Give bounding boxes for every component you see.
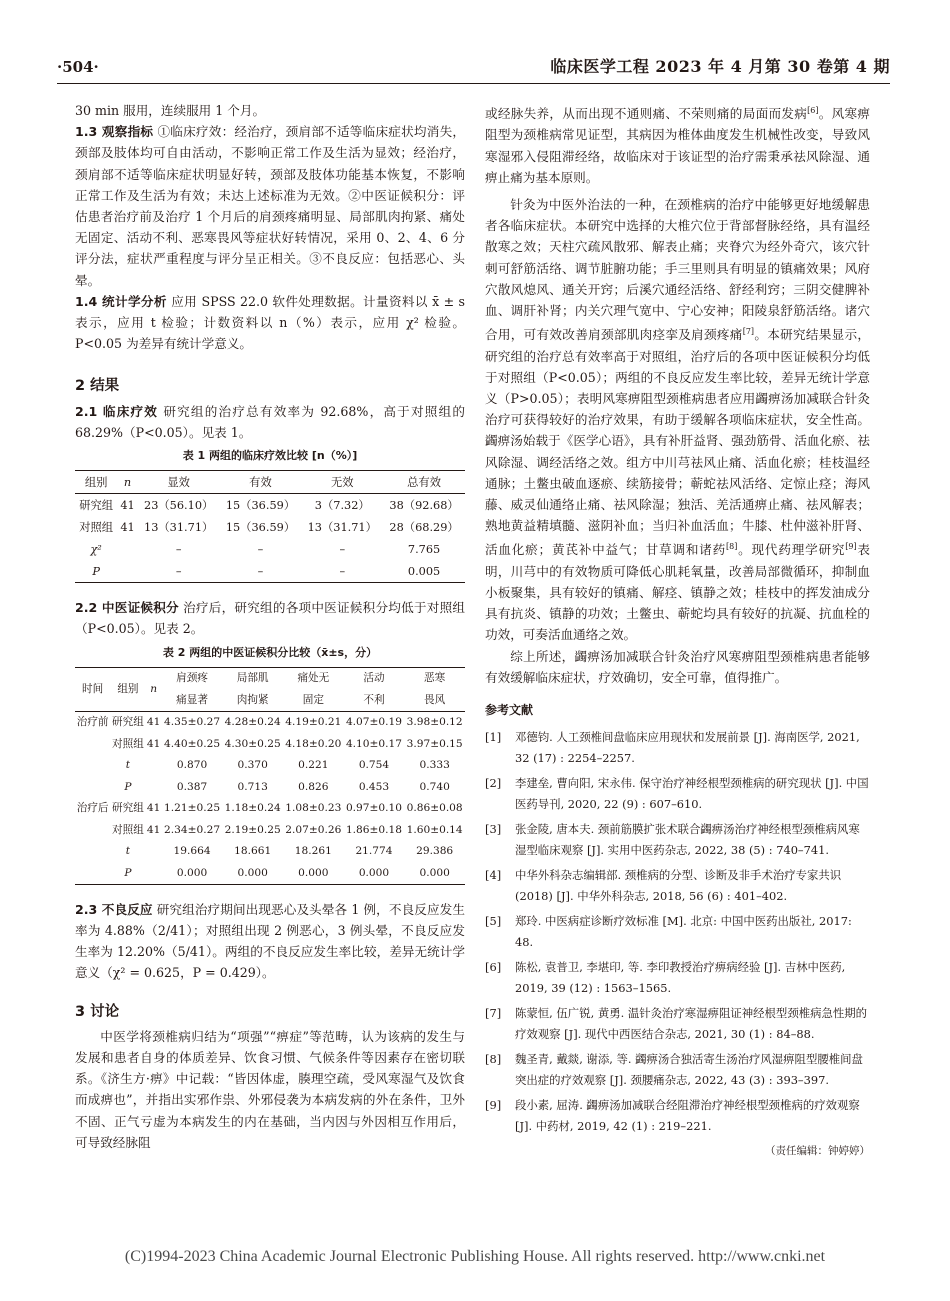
ref-text: 郑玲. 中医病症诊断疗效标准 [M]. 北京: 中国中医药出版社, 2017: 48. xyxy=(515,914,852,950)
t2-cell: 0.000 xyxy=(237,866,268,879)
t2-cell: 0.370 xyxy=(237,759,268,771)
t2-cell: 4.35±0.27 xyxy=(164,716,221,728)
citation: [6] xyxy=(807,106,819,115)
table-row xyxy=(75,516,465,538)
table-row xyxy=(75,819,465,841)
table-row xyxy=(75,560,465,583)
table-row xyxy=(75,798,465,820)
t2-head: 痛显著 xyxy=(176,693,208,706)
table-row xyxy=(75,733,465,755)
ref-text: 张金陵, 唐本夫. 颈前筋膜扩张术联合蠲痹汤治疗神经根型颈椎病风寒湿型临床观察 [J]. 实用中医药杂志, 2022, 38 (5) : 740–741. xyxy=(515,822,860,858)
t2-head: 肩颈疼 xyxy=(176,672,208,684)
table-row xyxy=(75,862,465,884)
reference-item xyxy=(485,819,870,861)
table-row xyxy=(75,494,465,517)
t1-cell: – xyxy=(339,542,346,556)
ref-text: 中华外科杂志编辑部. 颈椎病的分型、诊断及非手术治疗专家共识 (2018) [J]. 中华外科杂志, 2018, 56 (6) : 401–402. xyxy=(515,868,842,904)
t2-cell: 19.664 xyxy=(173,845,211,857)
t2-head: 痛处无 xyxy=(297,672,330,684)
t2-cell xyxy=(75,733,110,755)
section-2-3 xyxy=(75,899,465,984)
t2-cell: 3.97±0.15 xyxy=(406,737,463,750)
ref-number: [6] xyxy=(485,960,502,975)
ref-text: 李建垒, 曹向阳, 宋永伟. 保守治疗神经根型颈椎病的研究现状 [J]. 中国医药导刊, 2020, 22 (9) : 607–610. xyxy=(515,776,869,812)
t2-cell: 4.40±0.25 xyxy=(164,737,221,750)
table-1-caption: 表 1 两组的临床疗效比较 [n（%）] xyxy=(182,449,358,463)
t2-cell: 21.774 xyxy=(355,845,393,857)
para-r1 xyxy=(485,100,870,188)
t2-cell: 0.86±0.08 xyxy=(406,802,463,814)
journal-header: 临床医学工程 2023 年 4 月第 30 卷第 4 期 xyxy=(550,57,890,76)
para-discussion-1: 中医学将颈椎病归结为“项强”“痹症”等范畴，认为该病的发生与发展和患者自身的体质差异、饮食习惯、气候条件等因素存在密切联系。《济生方·痹》中记载：“皆因体虚，腠理空疏，受风寒湿气及饮食而成痹也”，并指出实邪作祟、外邪侵袭为本病发病的外在条件，卫外不固、正气亏虚为本病发生的内在基础，当内因与外因相互作用后，可导致经脉阻 xyxy=(75,1028,465,1150)
citation: [8] xyxy=(726,542,738,552)
t1-head: 显效 xyxy=(167,475,190,489)
t2-cell: P xyxy=(124,780,132,793)
t1-head: 有效 xyxy=(249,475,272,489)
t1-cell: 38（92.68） xyxy=(389,498,459,512)
t1-cell: 对照组 xyxy=(79,520,114,534)
table-row xyxy=(75,755,465,777)
reference-item xyxy=(485,1095,870,1137)
t2-cell: 0.713 xyxy=(237,780,268,793)
para-r3: 综上所述，蠲痹汤加减联合针灸治疗风寒痹阻型颈椎病患者能够有效缓解临床症状，疗效确切，安全可靠，值得推广。 xyxy=(485,648,870,685)
t2-cell: 2.07±0.26 xyxy=(285,823,342,836)
t2-cell: 0.826 xyxy=(298,780,329,793)
t2-cell: 4.10±0.17 xyxy=(345,737,402,750)
text-r1a: 或经脉失养，从而出现不通则痛、不荣则痛的局面而发病 xyxy=(485,106,808,122)
t1-cell: – xyxy=(175,542,182,556)
t2-cell: 41 xyxy=(146,737,161,750)
t2-cell: 0.000 xyxy=(298,866,329,879)
para-dosage: 30 min 服用，连续服用 1 个月。 xyxy=(75,103,266,118)
t2-cell: 0.333 xyxy=(419,759,450,771)
t2-head: 畏风 xyxy=(424,693,446,706)
left-column xyxy=(75,100,465,1153)
t1-cell: 13（31.71） xyxy=(144,520,214,534)
t2-cell: 18.661 xyxy=(234,845,272,857)
reference-item xyxy=(485,957,870,999)
table-row xyxy=(75,538,465,560)
t1-head: 无效 xyxy=(330,475,354,489)
citation: [7] xyxy=(742,327,755,337)
ref-text: 魏圣青, 戴燚, 谢添, 等. 蠲痹汤合独活寄生汤治疗风湿痹阻型腰椎间盘突出症的疗效观察 [J]. 颈腰痛杂志, 2022, 43 (3) : 393–397. xyxy=(515,1052,863,1088)
table-row xyxy=(75,711,465,733)
t1-cell xyxy=(117,538,138,560)
t2-cell xyxy=(146,755,162,777)
ref-number: [3] xyxy=(485,822,502,837)
header-rule xyxy=(57,83,890,84)
section-1-4 xyxy=(75,291,465,355)
reference-item xyxy=(485,727,870,769)
t2-cell: 1.18±0.24 xyxy=(224,802,281,814)
heading-1-3: 1.3 观察指标 xyxy=(75,124,154,140)
t2-head: 时间 xyxy=(75,667,110,711)
t1-head: 组别 xyxy=(84,475,108,489)
section-2-1 xyxy=(75,401,465,443)
t2-cell: 0.387 xyxy=(176,780,208,793)
t2-cell xyxy=(75,841,110,863)
ref-text: 陈蒙恒, 伍广锐, 黄勇. 温针灸治疗寒湿痹阻证神经根型颈椎病急性期的疗效观察 [J]. 现代中西医结合杂志, 2021, 30 (1) : 84–88. xyxy=(515,1006,868,1042)
t2-cell: 0.453 xyxy=(358,780,390,793)
heading-1-4: 1.4 统计学分析 xyxy=(75,293,167,309)
t2-cell: 0.97±0.10 xyxy=(345,802,402,814)
table-1 xyxy=(75,470,465,583)
t2-cell: 41 xyxy=(146,716,161,728)
t1-cell: 研究组 xyxy=(79,498,114,512)
t2-cell: 4.30±0.25 xyxy=(224,737,281,750)
ref-text: 段小素, 屈涛. 蠲痹汤加减联合经阻滞治疗神经根型颈椎病的疗效观察 [J]. 中药材, 2019, 42 (1) : 219–221. xyxy=(515,1098,860,1134)
t1-head: n xyxy=(123,475,132,489)
ref-number: [1] xyxy=(485,730,502,745)
heading-2-3: 2.3 不良反应 xyxy=(75,901,153,917)
t2-cell xyxy=(75,819,110,841)
t2-cell: 1.60±0.14 xyxy=(406,823,463,836)
table-1-header xyxy=(75,471,465,494)
text-2-2: 治疗后，研究组的各项中医证候积分均低于对照组（P<0.05）。见表 2。 xyxy=(75,600,465,637)
heading-discussion: 3 讨论 xyxy=(75,1003,120,1020)
t1-cell xyxy=(117,560,138,583)
t2-head: 局部肌 xyxy=(236,672,269,684)
ref-number: [7] xyxy=(485,1006,502,1021)
t2-cell: 29.386 xyxy=(416,845,454,857)
table-2-caption: 表 2 两组的中医证候积分比较（x̄±s，分） xyxy=(162,645,378,659)
heading-2-1: 2.1 临床疗效 xyxy=(75,403,159,419)
t2-cell xyxy=(75,755,110,777)
ref-number: [2] xyxy=(485,776,502,791)
t2-cell: t xyxy=(125,845,131,857)
reference-item xyxy=(485,773,870,815)
t2-head: 固定 xyxy=(302,693,324,706)
t2-cell: 4.18±0.20 xyxy=(285,737,342,750)
t2-head: 肉拘紧 xyxy=(236,693,269,706)
ref-number: [4] xyxy=(485,868,502,883)
t2-cell: 治疗后 xyxy=(76,802,109,814)
t1-cell: 28（68.29） xyxy=(389,520,459,534)
t1-cell: – xyxy=(339,564,346,578)
reference-item xyxy=(485,1049,870,1091)
t1-cell: P xyxy=(92,564,100,578)
t2-cell: 2.19±0.25 xyxy=(224,823,281,836)
t2-cell: 3.98±0.12 xyxy=(406,716,463,728)
citation: [9] xyxy=(845,542,857,552)
t1-cell: 15（36.59） xyxy=(225,520,296,534)
table-row xyxy=(75,776,465,798)
t2-cell: 41 xyxy=(146,823,161,836)
t2-cell: 0.754 xyxy=(358,759,390,771)
t2-cell xyxy=(75,862,110,884)
para-r2 xyxy=(485,194,870,646)
t2-cell: 研究组 xyxy=(112,802,144,814)
t2-cell: 研究组 xyxy=(112,716,144,728)
t1-cell: 41 xyxy=(120,498,135,512)
references-heading: 参考文献 xyxy=(485,703,534,718)
t2-cell xyxy=(146,862,162,884)
t2-cell: 0.221 xyxy=(298,759,329,771)
t2-cell: 18.261 xyxy=(294,845,332,857)
ref-number: [8] xyxy=(485,1052,502,1067)
section-1-3 xyxy=(75,121,465,291)
t2-cell: 1.86±0.18 xyxy=(345,823,402,836)
t2-cell: P xyxy=(124,866,132,879)
t1-cell: – xyxy=(175,564,182,578)
t2-cell: 0.000 xyxy=(176,866,208,879)
t1-cell: 23（56.10） xyxy=(144,498,214,512)
t2-head: 恶寒 xyxy=(424,672,446,684)
ref-text: 邓德钧. 人工颈椎间盘临床应用现状和发展前景 [J]. 海南医学, 2021, 32 (17) : 2254–2257. xyxy=(515,730,860,766)
t2-head: 不利 xyxy=(363,693,385,706)
t2-cell: 2.34±0.27 xyxy=(164,823,221,836)
t1-head: 总有效 xyxy=(407,475,442,489)
t1-cell: 13（31.71） xyxy=(307,520,377,534)
text-r2d: 表明，川芎中的有效物质可降低心肌耗氧量，改善局部微循环，抑制血小板聚集，具有较好的镇痛、解痉、镇静之效；桂枝中的挥发油成分具有抗炎、镇静的功效；土鳖虫、蕲蛇均具有较好的抗凝、抗血栓的功效，可奏活血通络之效。 xyxy=(485,542,871,643)
section-2-2 xyxy=(75,597,465,639)
t2-cell xyxy=(75,776,110,798)
heading-results: 2 结果 xyxy=(75,378,120,395)
t1-cell: χ² xyxy=(90,542,102,556)
t2-cell: 4.28±0.24 xyxy=(224,716,281,728)
t2-cell: 41 xyxy=(146,802,161,814)
table-row xyxy=(75,841,465,863)
text-r2b: 。本研究结果显示，研究组的治疗总有效率高于对照组，治疗后的各项中医证候积分均低于对照组（P<0.05）；两组的不良反应发生率比较，差异无统计学意义（P>0.05）；表明风寒痹阻型颈椎病患者应用蠲痹汤加减联合针灸治疗可获得较好的治疗效果，有助于缓解各项临床症状，安全性高。蠲痹汤始载于《医学心语》，具有补肝益肾、强劲筋骨、活血化瘀、祛风除湿、调经活络之效。组方中川芎祛风止痛、活血化瘀；桂枝温经通脉；土鳖虫破血逐瘀、续筋接骨；蕲蛇祛风活络、定惊止痉；海风藤、威灵仙通络止痛、祛风除湿；独活、羌活通痹止痛、祛风解表；熟地黄益精填髓、滋阴补血；当归补血活血；牛膝、杜仲滋补肝肾、活血化瘀；黄芪补中益气；甘草调和诸药 xyxy=(485,327,871,558)
t1-cell: 3（7.32） xyxy=(314,498,370,512)
right-column xyxy=(485,100,870,1162)
t2-cell: 4.19±0.21 xyxy=(285,716,342,728)
t1-cell: 41 xyxy=(120,520,135,534)
t1-cell: – xyxy=(257,564,264,578)
t2-cell: 0.000 xyxy=(358,866,390,879)
table-2-header-1 xyxy=(75,667,465,689)
text-r1b: 。风寒痹阻型为颈椎病常见证型，其病因为椎体曲度发生机械性改变，导致风寒湿邪入侵阻滞经络，故临床对于该证型的治疗需秉承祛风除湿、通痹止痛为基本原则。 xyxy=(485,106,871,185)
reference-item xyxy=(485,865,870,907)
ref-number: [9] xyxy=(485,1098,502,1113)
t2-cell: 1.21±0.25 xyxy=(164,802,221,814)
reference-item xyxy=(485,911,870,953)
text-2-3: 研究组治疗期间出现恶心及头晕各 1 例，不良反应发生率为 4.88%（2/41）；对照组出现 2 例恶心，3 例头晕，不良反应发生率为 12.20%（5/41）。两组的不良反应发生率比较，差异无统计学意义（χ² = 0.625，P = 0.429）。 xyxy=(75,901,465,981)
page-number: ·504· xyxy=(57,58,99,76)
t2-cell: 0.870 xyxy=(176,759,208,771)
table-2 xyxy=(75,667,465,885)
text-1-4: 应用 SPSS 22.0 软件处理数据。计量资料以 x̄ ± s 表示，应用 t 检验；计数资料以 n（%）表示，应用 χ² 检验。P<0.05 为差异有统计学意义。 xyxy=(75,293,466,352)
t2-cell: 对照组 xyxy=(112,737,144,750)
t1-cell: 0.005 xyxy=(407,564,441,578)
t2-cell: 对照组 xyxy=(112,823,144,836)
t2-cell: 4.07±0.19 xyxy=(345,716,402,728)
t2-cell: 0.000 xyxy=(419,866,450,879)
t2-cell xyxy=(146,841,162,863)
t2-head: n xyxy=(146,667,162,711)
heading-2-2: 2.2 中医证候积分 xyxy=(75,600,179,616)
t2-cell: 0.740 xyxy=(419,780,450,793)
text-2-1: 研究组的治疗总有效率为 92.68%，高于对照组的 68.29%（P<0.05）。见表 1。 xyxy=(75,403,465,440)
t2-cell: 1.08±0.23 xyxy=(285,802,342,814)
t1-cell: 15（36.59） xyxy=(225,498,296,512)
t2-cell: 治疗前 xyxy=(76,716,109,728)
t2-cell: t xyxy=(125,759,131,771)
t2-head: 活动 xyxy=(363,672,385,684)
reference-item xyxy=(485,1003,870,1045)
editor-note: （责任编辑：钟婷婷） xyxy=(765,1145,870,1158)
t1-cell: 7.765 xyxy=(407,542,441,556)
ref-number: [5] xyxy=(485,914,502,929)
t2-cell xyxy=(146,776,162,798)
t2-head: 组别 xyxy=(110,667,145,711)
text-1-3: ①临床疗效：经治疗，颈肩部不适等临床症状均消失，颈部及肢体均可自由活动，不影响正常工作及生活为显效；经治疗，颈肩部不适等临床症状明显好转，颈部及肢体功能基本恢复，不影响正常工作及生活为有效；未达上述标准为无效。②中医证候积分：评估患者治疗前及治疗 1 个月后的肩颈疼痛明显、局部肌肉拘紧、痛处无固定、活动不利、恶寒畏风等症状好转情况，采用 0、2、4、6 分评分法，症状严重程度与评分呈正相关。③不良反应：包括恶心、头晕。 xyxy=(75,124,465,288)
text-r2c: 。现代药理学研究 xyxy=(737,542,846,558)
t1-cell: – xyxy=(257,542,264,556)
copyright-footer: (C)1994-2023 China Academic Journal Electronic Publishing House. All rights reserved. http://www.cnki.net xyxy=(124,1248,826,1265)
text-r2a: 针灸为中医外治法的一种，在颈椎病的治疗中能够更好地缓解患者各临床症状。本研究中选择的大椎穴位于背部督脉经络，具有温经散寒之效；天柱穴疏风散邪、解表止痛；夹脊穴为经外奇穴，该穴针刺可舒筋活络、调节脏腑功能；手三里则具有明显的镇痛效果；风府穴散风熄风、通关开窍；后溪穴通经活络、舒经利窍；三阴交健脾补血、调肝补肾；内关穴理气宽中、宁心安神；阳陵泉舒筋活络。诸穴合用，可有效改善肩颈部肌肉痉挛及肩颈疼痛 xyxy=(485,197,870,343)
ref-text: 陈松, 袁普卫, 李堪印, 等. 李印教授治疗痹病经验 [J]. 吉林中医药, 2019, 39 (12) : 1563–1565. xyxy=(515,960,846,996)
